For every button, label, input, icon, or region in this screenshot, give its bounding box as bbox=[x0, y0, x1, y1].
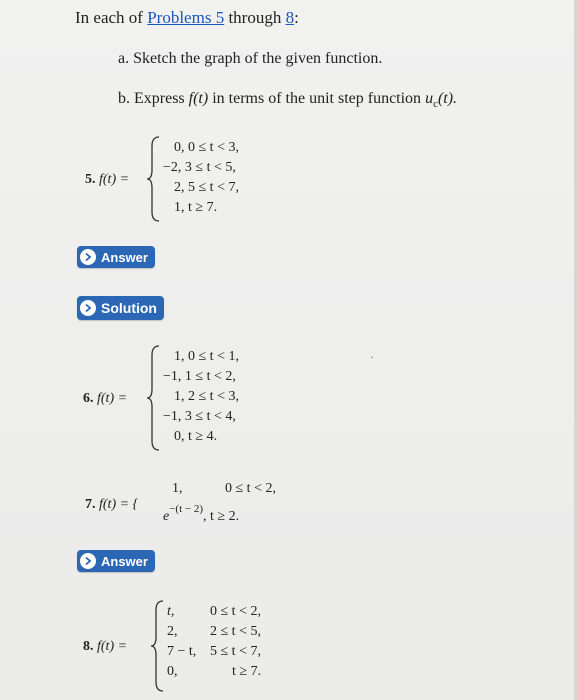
problem-8-condition: 2 ≤ t < 5, bbox=[210, 624, 261, 639]
unit-step-u: u bbox=[425, 90, 434, 107]
problem-8-label bbox=[83, 639, 127, 655]
intro-lead: In each of bbox=[75, 8, 148, 27]
chevron-right-icon bbox=[80, 249, 96, 265]
part-b-text-1: Express bbox=[134, 90, 189, 107]
intro-mid: through bbox=[224, 8, 286, 27]
problem-7-exponent: −(t − 2) bbox=[169, 503, 204, 515]
instructions-intro bbox=[75, 8, 299, 28]
problem-8-conditions bbox=[210, 602, 261, 682]
problem-6-lhs: f(t) = bbox=[97, 391, 128, 406]
problem-8-condition: 5 ≤ t < 7, bbox=[210, 644, 261, 659]
problem-5-number: 5. bbox=[85, 172, 96, 187]
problem-8-value: 7 − t, bbox=[167, 644, 197, 659]
part-b-func: f(t) bbox=[188, 90, 209, 107]
solution-button[interactable] bbox=[77, 296, 164, 320]
problem-6-case-row: −1, 3 ≤ t < 4, bbox=[163, 409, 236, 424]
problem-5-case-row: −2, 3 ≤ t < 5, bbox=[163, 160, 236, 175]
unit-step-arg: (t). bbox=[437, 90, 458, 107]
problem-8-link[interactable]: 8 bbox=[285, 8, 295, 27]
unit-step-sub: c bbox=[433, 98, 438, 111]
problem-5-brace bbox=[146, 136, 162, 222]
part-a bbox=[118, 50, 382, 68]
problem-7-row2 bbox=[163, 503, 240, 524]
answer-button[interactable] bbox=[77, 246, 155, 268]
answer-button-label: Answer bbox=[101, 249, 148, 265]
part-a-text: Sketch the graph of the given function. bbox=[133, 50, 383, 67]
problem-7-row1-condition: 0 ≤ t < 2, bbox=[225, 481, 276, 496]
problem-6-case-row: −1, 1 ≤ t < 2, bbox=[163, 369, 236, 384]
part-b-text-2: in terms of the unit step function bbox=[208, 90, 426, 107]
problem-5-case-row: 1, t ≥ 7. bbox=[174, 200, 218, 215]
problem-6-brace bbox=[146, 345, 162, 451]
problem-7-exp-base: e bbox=[163, 509, 170, 524]
part-b-label: b. bbox=[118, 90, 130, 107]
problem-8-values bbox=[167, 602, 207, 682]
part-a-label: a. bbox=[118, 50, 130, 67]
problem-5-label bbox=[85, 172, 129, 188]
problem-7-label bbox=[85, 497, 138, 513]
problem-8-value: 0, bbox=[167, 664, 178, 679]
problem-5-lhs: f(t) = bbox=[99, 172, 130, 187]
problem-8-condition: t ≥ 7. bbox=[232, 664, 262, 679]
problem-8-condition: 0 ≤ t < 2, bbox=[210, 604, 261, 619]
chevron-right-icon bbox=[80, 553, 96, 569]
page-edge bbox=[574, 0, 578, 700]
problem-6-case-row: 1, 2 ≤ t < 3, bbox=[174, 389, 239, 404]
problem-5-case-row: 0, 0 ≤ t < 3, bbox=[174, 140, 239, 155]
problem-6-number: 6. bbox=[83, 391, 94, 406]
page-mark: · bbox=[370, 350, 374, 364]
problem-5-cases bbox=[163, 138, 239, 218]
problem-5-case-row: 2, 5 ≤ t < 7, bbox=[174, 180, 239, 195]
problem-7-lhs: f(t) = { bbox=[99, 497, 139, 512]
intro-end: : bbox=[294, 8, 299, 27]
chevron-right-icon bbox=[80, 300, 96, 316]
problem-8-value: 2, bbox=[167, 624, 178, 639]
problem-6-label bbox=[83, 391, 127, 407]
answer-button-label: Answer bbox=[101, 553, 148, 569]
solution-button-label: Solution bbox=[101, 300, 157, 316]
problems-link[interactable]: Problems 5 bbox=[147, 8, 225, 27]
problem-6-case-row: 1, 0 ≤ t < 1, bbox=[174, 349, 239, 364]
problem-7-row2-condition: , t ≥ 2. bbox=[203, 509, 240, 524]
problem-8-lhs: f(t) = bbox=[97, 639, 128, 654]
problem-8-value: t, bbox=[167, 604, 175, 619]
problem-8-brace bbox=[150, 600, 166, 692]
problem-8-number: 8. bbox=[83, 639, 94, 654]
part-b bbox=[118, 90, 457, 110]
problem-6-cases bbox=[163, 347, 239, 447]
problem-7-number: 7. bbox=[85, 497, 96, 512]
problem-6-case-row: 0, t ≥ 4. bbox=[174, 429, 218, 444]
problem-7-row1-value: 1, bbox=[172, 481, 183, 496]
answer-button[interactable] bbox=[77, 550, 155, 572]
